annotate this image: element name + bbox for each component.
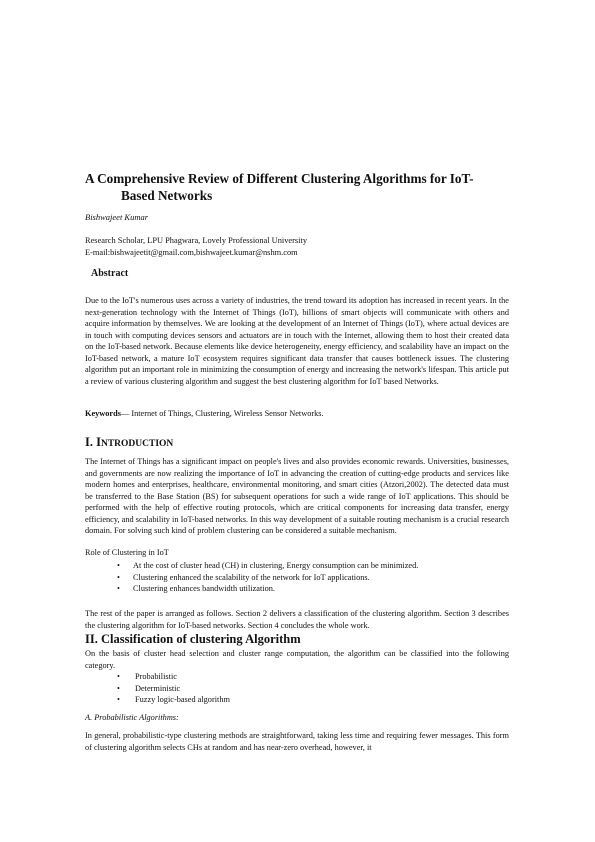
affiliation-line: Research Scholar, LPU Phagwara, Lovely Professional University bbox=[85, 236, 308, 245]
category-bullet-list bbox=[117, 671, 230, 706]
author-name: Bishwajeet Kumar bbox=[85, 212, 149, 222]
list-item: • At the cost of cluster head (CH) in clustering, Energy consumption can be minimized. bbox=[117, 560, 418, 572]
list-item: • Probabilistic bbox=[117, 671, 230, 683]
section-1-heading bbox=[85, 435, 173, 450]
keywords-text: — Internet of Things, Clustering, Wireless Sensor Networks. bbox=[120, 409, 324, 418]
section-2-heading: II. Classification of clustering Algorithm bbox=[85, 632, 301, 646]
paper-title bbox=[85, 170, 509, 204]
probabilistic-paragraph: In general, probabilistic-type clustering methods are straightforward, taking less time and requiring fewer messages. This form of clustering algorithm selects CHs at random and has near-zero overhead, however, it bbox=[85, 731, 509, 752]
section-1-title: NTRODUCTION bbox=[100, 439, 174, 449]
list-item: • Fuzzy logic-based algorithm bbox=[117, 694, 230, 706]
title-line-2: Based Networks bbox=[121, 188, 213, 203]
list-item: • Clustering enhanced the scalability of the network for IoT applications. bbox=[117, 572, 418, 584]
list-item: • Deterministic bbox=[117, 683, 230, 695]
role-bullet-list bbox=[117, 560, 418, 595]
classification-paragraph: On the basis of cluster head selection and cluster range computation, the algorithm can be classified into the following category. bbox=[85, 649, 509, 670]
introduction-paragraph: The Internet of Things has a significant impact on people's lives and also provides economic rewards. Universities, businesses, and governments are now realizing the importance of IoT in advancing the creation of cutting-edge products and services like modern homes and enterprises, healthcare, environmental monitoring, and smart cities (Atzori,2002). The detected data must be transferred to the Base Station (BS) for subsequent operations for such a wide range of IoT applications. This should be performed with the help of effective routing protocols, which are critical components for increasing data transfer, energy efficiency, and scalability in IoT-based networks. In this way development of a suitable routing mechanism is a crucial research domain. For solving such kind of problem clustering can be considered a suitable mechanism. bbox=[85, 457, 509, 535]
paper-outline-paragraph: The rest of the paper is arranged as follows. Section 2 delivers a classification of the clustering algorithm. Section 3 describes the clustering algorithm for IoT-based networks. Section 4 concludes the whole work. bbox=[85, 609, 509, 630]
section-1-number: I. I bbox=[85, 435, 101, 449]
email-line: E-mail:bishwajeetit@gmail.com,bishwajeet.kumar@nshm.com bbox=[85, 248, 298, 257]
list-item: • Clustering enhances bandwidth utilization. bbox=[117, 583, 418, 595]
keywords-label: Keywords bbox=[85, 409, 121, 418]
abstract-heading: Abstract bbox=[91, 268, 129, 279]
title-line-1: A Comprehensive Review of Different Clustering Algorithms for IoT- bbox=[85, 171, 474, 186]
abstract-text: Due to the IoT's numerous uses across a variety of industries, the trend toward its adoption has increased in recent years. In the next-generation technology with the Internet of Things (IoT), billions of smart objects will communicate with others and acquire information by themselves. We are looking at the development of an Internet of Things (IoT), where actual devices are in touch with computing devices sensors and actuators are in touch with the Internet, allowing them to host their created data on the IoT-based network. Because elements like device heterogeneity, energy efficiency, and scalability have an impact on the IoT-based network, a mature IoT ecosystem requires significant data transfer that causes bottleneck issues. The clustering algorithm put an important role in minimizing the consumption of energy and increasing the network's lifespan. This article put a review of various clustering algorithm and suggest the best clustering algorithm for IoT based Networks. bbox=[85, 296, 509, 386]
affiliation bbox=[85, 235, 307, 259]
keywords bbox=[85, 409, 324, 418]
role-heading: Role of Clustering in IoT bbox=[85, 548, 169, 557]
subsection-heading: A. Probabilistic Algorithms: bbox=[85, 713, 179, 722]
